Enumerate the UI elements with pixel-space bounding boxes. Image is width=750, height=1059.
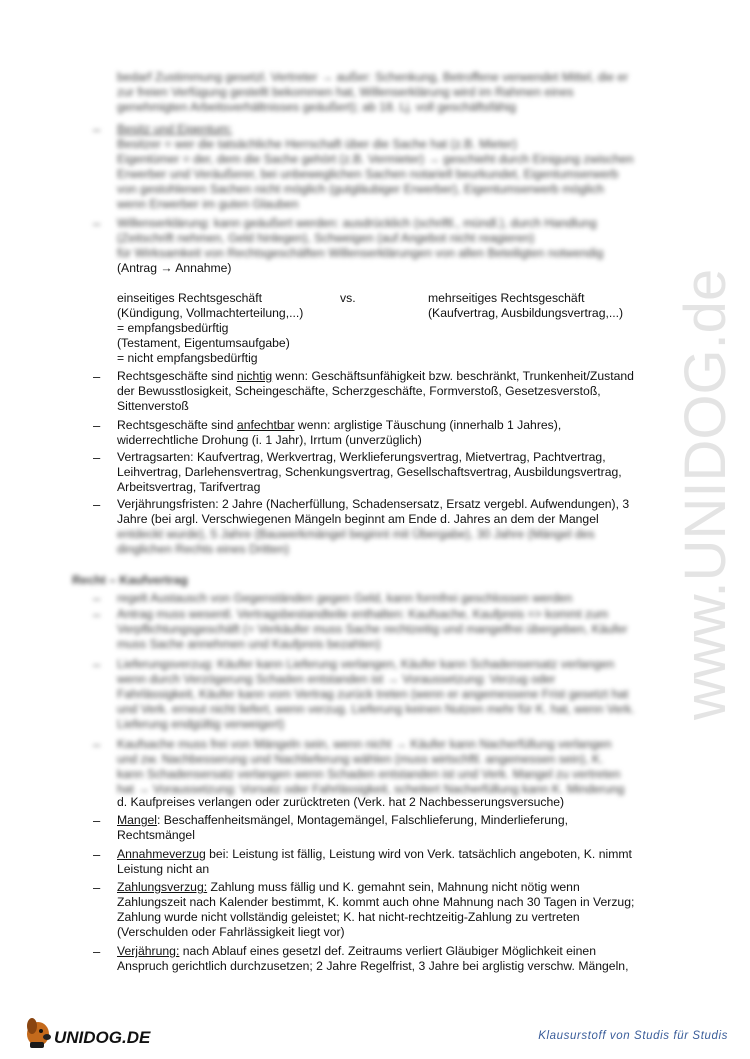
comparison-left-title: einseitiges Rechtsgeschäft bbox=[117, 291, 262, 305]
verjaehrung-line1 bbox=[117, 944, 596, 959]
annahmeverzug-line1 bbox=[117, 847, 632, 862]
text-segment: bei: Leistung ist fällig, Leistung wird von Verk. tatsächlich angeboten, K. nimmt bbox=[205, 847, 632, 861]
nichtig-line2: der Bewusstlosigkeit, Scheingeschäfte, Scherzgeschäfte, Formverstoß, Gesetzesverstoß, bbox=[117, 384, 601, 398]
bullet-dash: – bbox=[93, 944, 101, 959]
bullet-dash: – bbox=[93, 657, 101, 672]
bullet-dash: – bbox=[93, 122, 101, 137]
text-segment: nach Ablauf eines gesetzl def. Zeitraums verliert Gläubiger Möglichkeit einen bbox=[179, 944, 596, 958]
blur-line: genehmigten Arbeitsverhältnisses geäußert); ab 18. Lj. voll geschäftsfähig bbox=[117, 100, 517, 114]
blur-line: Kaufsache muss frei von Mängeln sein, wenn nicht → Käufer kann Nacherfüllung verlangen bbox=[117, 737, 612, 751]
bullet-dash: – bbox=[93, 880, 101, 895]
blur-line: für Wirksamkeit von Rechtsgeschäften Willenserklärungen von allen Beteiligten notwendig bbox=[117, 246, 604, 260]
verjaehrungsfristen-line2: Jahre (bei argl. Verschwiegenen Mängeln beginnt am Ende d. Jahres an dem der Mangel bbox=[117, 512, 599, 526]
section-heading: Recht – Kaufvertrag bbox=[72, 573, 188, 587]
blur-line: Lieferung endgültig verweigert) bbox=[117, 717, 285, 731]
underlined-term: Annahmeverzug bbox=[117, 847, 206, 861]
bullet-dash: – bbox=[93, 497, 101, 512]
blur-line: entdeckt wurde), 5 Jahre (Bauwerkmängel beginnt mit Übergabe), 30 Jahre (Mängel des bbox=[117, 527, 595, 541]
blur-line: zur freien Verfügung gestellt bekommen hat, Willenserklärung wird im Rahmen eines bbox=[117, 85, 574, 99]
bullet-dash: – bbox=[93, 369, 101, 384]
blur-line: Eigentümer = der, dem die Sache gehört (z.B. Vermieter) → geschieht durch Einigung zwischen bbox=[117, 152, 634, 166]
bullet-dash: – bbox=[93, 607, 101, 622]
vertragsarten-line2: Leihvertrag, Darlehensvertrag, Schenkungsvertrag, Gesellschaftsvertrag, Ausbildungsvertrag, bbox=[117, 465, 622, 479]
blur-line: muss Sache annehmen und Kaufpreis bezahlen) bbox=[117, 637, 381, 651]
bullet-dash: – bbox=[93, 737, 101, 752]
blur-line: Willenserklärung: kann geäußert werden: ausdrücklich (schriftl., mündl.), durch Handlung bbox=[117, 216, 597, 230]
verjaehrungsfristen-line1: Verjährungsfristen: 2 Jahre (Nacherfüllung, Schadensersatz, Ersatz vergebl. Aufwendungen), 3 bbox=[117, 497, 630, 511]
blur-line: dinglichen Rechts eines Dritten) bbox=[117, 542, 290, 556]
bullet-dash: – bbox=[93, 847, 101, 862]
underlined-term: Verjährung: bbox=[117, 944, 180, 958]
annahmeverzug-line2: Leistung nicht an bbox=[117, 862, 210, 876]
comparison-right-examples: (Kaufvertrag, Ausbildungsvertrag,...) bbox=[428, 306, 624, 320]
mangel-line1 bbox=[117, 813, 568, 828]
blur-line: regelt Austausch von Gegenständen gegen Geld, kann formfrei geschlossen werden bbox=[117, 591, 573, 605]
bullet-dash: – bbox=[93, 450, 101, 465]
text-segment: : Beschaffenheitsmängel, Montagemängel, Falschlieferung, Minderlieferung, bbox=[156, 813, 568, 827]
anfechtbar-line2: widerrechtliche Drohung (i. 1 Jahr), Irrtum (unverzüglich) bbox=[117, 433, 422, 447]
zahlungsverzug-line2: Zahlungszeit nach Kalender bestimmt, K. kommt auch ohne Mahnung nach 30 Tagen in Verzug; bbox=[117, 895, 635, 909]
zahlungsverzug-line3: Zahlung wurde nicht vollständig geleistet; K. hat nicht-rechtzeitig-Zahlung zu vertreten bbox=[117, 910, 580, 924]
verjaehrung-line2: Anspruch gerichtlich durchzusetzen; 2 Jahre Regelfrist, 3 Jahre bei arglistig verschw. Mängeln, bbox=[117, 959, 629, 973]
comparison-sub1: = empfangsbedürftig bbox=[117, 321, 229, 335]
logo-text: UNIDOG.DE bbox=[54, 1028, 151, 1047]
underlined-term: Zahlungsverzug: bbox=[117, 880, 208, 894]
comparison-left-examples: (Kündigung, Vollmachterteilung,...) bbox=[117, 306, 304, 320]
blur-line: Antrag muss wesentl. Vertragsbestandteile enthalten: Kaufsache, Kaufpreis => kommt zum bbox=[117, 607, 609, 621]
anfechtbar-line1 bbox=[117, 418, 561, 433]
text-segment: Rechtsgeschäfte sind bbox=[117, 418, 237, 432]
nichtig-line3: Sittenverstoß bbox=[117, 399, 189, 413]
watermark bbox=[655, 250, 745, 730]
vertragsarten-line1: Vertragsarten: Kaufvertrag, Werkvertrag, Werklieferungsvertrag, Mietvertrag, Pachtvertrag, bbox=[117, 450, 606, 464]
blur-line: bedarf Zustimmung gesetzl. Vertreter → außer: Schenkung, Betroffene verwendet Mittel, die er bbox=[117, 70, 629, 84]
minderung-line: d. Kaufpreises verlangen oder zurücktreten (Verk. hat 2 Nachbesserungsversuche) bbox=[117, 795, 565, 809]
blur-line: wenn Erwerber im guten Glauben bbox=[117, 197, 299, 211]
blur-line: Verpflichtungsgeschäft (= Verkäufer muss Sache rechtzeitig und mangelfrei übergeben, Käufer bbox=[117, 622, 628, 636]
blur-line: Erwerber und Veräußerer, bei unbeweglichen Sachen notariell beurkundet, Eigentumserwerb bbox=[117, 167, 619, 181]
watermark-text: www.UNIDOG.de bbox=[673, 268, 738, 720]
underlined-term: Mangel bbox=[117, 813, 157, 827]
blur-line: wenn durch Verzögerung Schaden entstanden ist → Voraussetzung: Verzug oder bbox=[117, 672, 556, 686]
blur-line: Fahrlässigkeit, Käufer kann vom Vertrag zurück treten (wenn er angemessene Frist gesetzt hat bbox=[117, 687, 629, 701]
zahlungsverzug-line1 bbox=[117, 880, 580, 895]
comparison-sub2: (Testament, Eigentumsaufgabe) bbox=[117, 336, 290, 350]
blur-line: Besitzer = wer die tatsächliche Herrschaft über die Sache hat (z.B. Mieter) bbox=[117, 137, 517, 151]
blur-line: kann Schadensersatz verlangen wenn Schaden entstanden ist und Verk. Mangel zu vertreten bbox=[117, 767, 621, 781]
text-segment: wenn: Geschäftsunfähigkeit bzw. beschränkt, Trunkenheit/Zustand bbox=[272, 369, 634, 383]
underlined-term: anfechtbar bbox=[236, 418, 295, 432]
text-segment: Rechtsgeschäfte sind bbox=[117, 369, 237, 383]
comparison-vs: vs. bbox=[340, 291, 356, 305]
antrag-annahme: (Antrag → Annahme) bbox=[117, 261, 232, 275]
blur-line: hat → Voraussetzung: Vorsatz oder Fahrlässigkeit, scheitert Nacherfüllung kann K. Minderung bbox=[117, 782, 625, 796]
bullet-dash: – bbox=[93, 418, 101, 433]
blur-line: von gestohlenen Sachen nicht möglich (gutgläubiger Erwerber), Eigentumserwerb möglich bbox=[117, 182, 605, 196]
nichtig-line1 bbox=[117, 369, 634, 384]
comparison-right-title: mehrseitiges Rechtsgeschäft bbox=[428, 291, 585, 305]
text-segment: wenn: arglistige Täuschung (innerhalb 1 Jahres), bbox=[294, 418, 562, 432]
bullet-dash: – bbox=[93, 813, 101, 828]
blur-line: und zw. Nachbesserung und Nachlieferung wählen (muss wirtschftl. angemessen sein), K. bbox=[117, 752, 604, 766]
comparison-sub3: = nicht empfangsbedürftig bbox=[117, 351, 258, 365]
blur-line: Besitz und Eigentum: bbox=[117, 122, 233, 136]
blur-line: (Zeitschrift nehmen, Geld hinlegen), Schweigen (auf Angebot nicht reagieren) bbox=[117, 231, 535, 245]
mangel-line2: Rechtsmängel bbox=[117, 828, 195, 842]
bullet-dash: – bbox=[93, 591, 101, 606]
zahlungsverzug-line4: (Verschulden oder Fahrlässigkeit liegt vor) bbox=[117, 925, 345, 939]
unidog-logo bbox=[22, 1012, 152, 1052]
text-segment: Zahlung muss fällig und K. gemahnt sein, Mahnung nicht nötig wenn bbox=[207, 880, 580, 894]
blur-line: Lieferungsverzug: Käufer kann Lieferung verlangen, Käufer kann Schadensersatz verlangen bbox=[117, 657, 615, 671]
vertragsarten-line3: Arbeitsvertrag, Tarifvertrag bbox=[117, 480, 261, 494]
blur-line: und Verk. erneut nicht liefert, wenn verzug. Lieferung keinen Nutzen mehr für K. hat, wenn Verk. bbox=[117, 702, 635, 716]
footer-tagline: Klausurstoff von Studis für Studis bbox=[538, 1030, 728, 1042]
bullet-dash: – bbox=[93, 216, 101, 231]
underlined-term: nichtig bbox=[236, 369, 273, 383]
